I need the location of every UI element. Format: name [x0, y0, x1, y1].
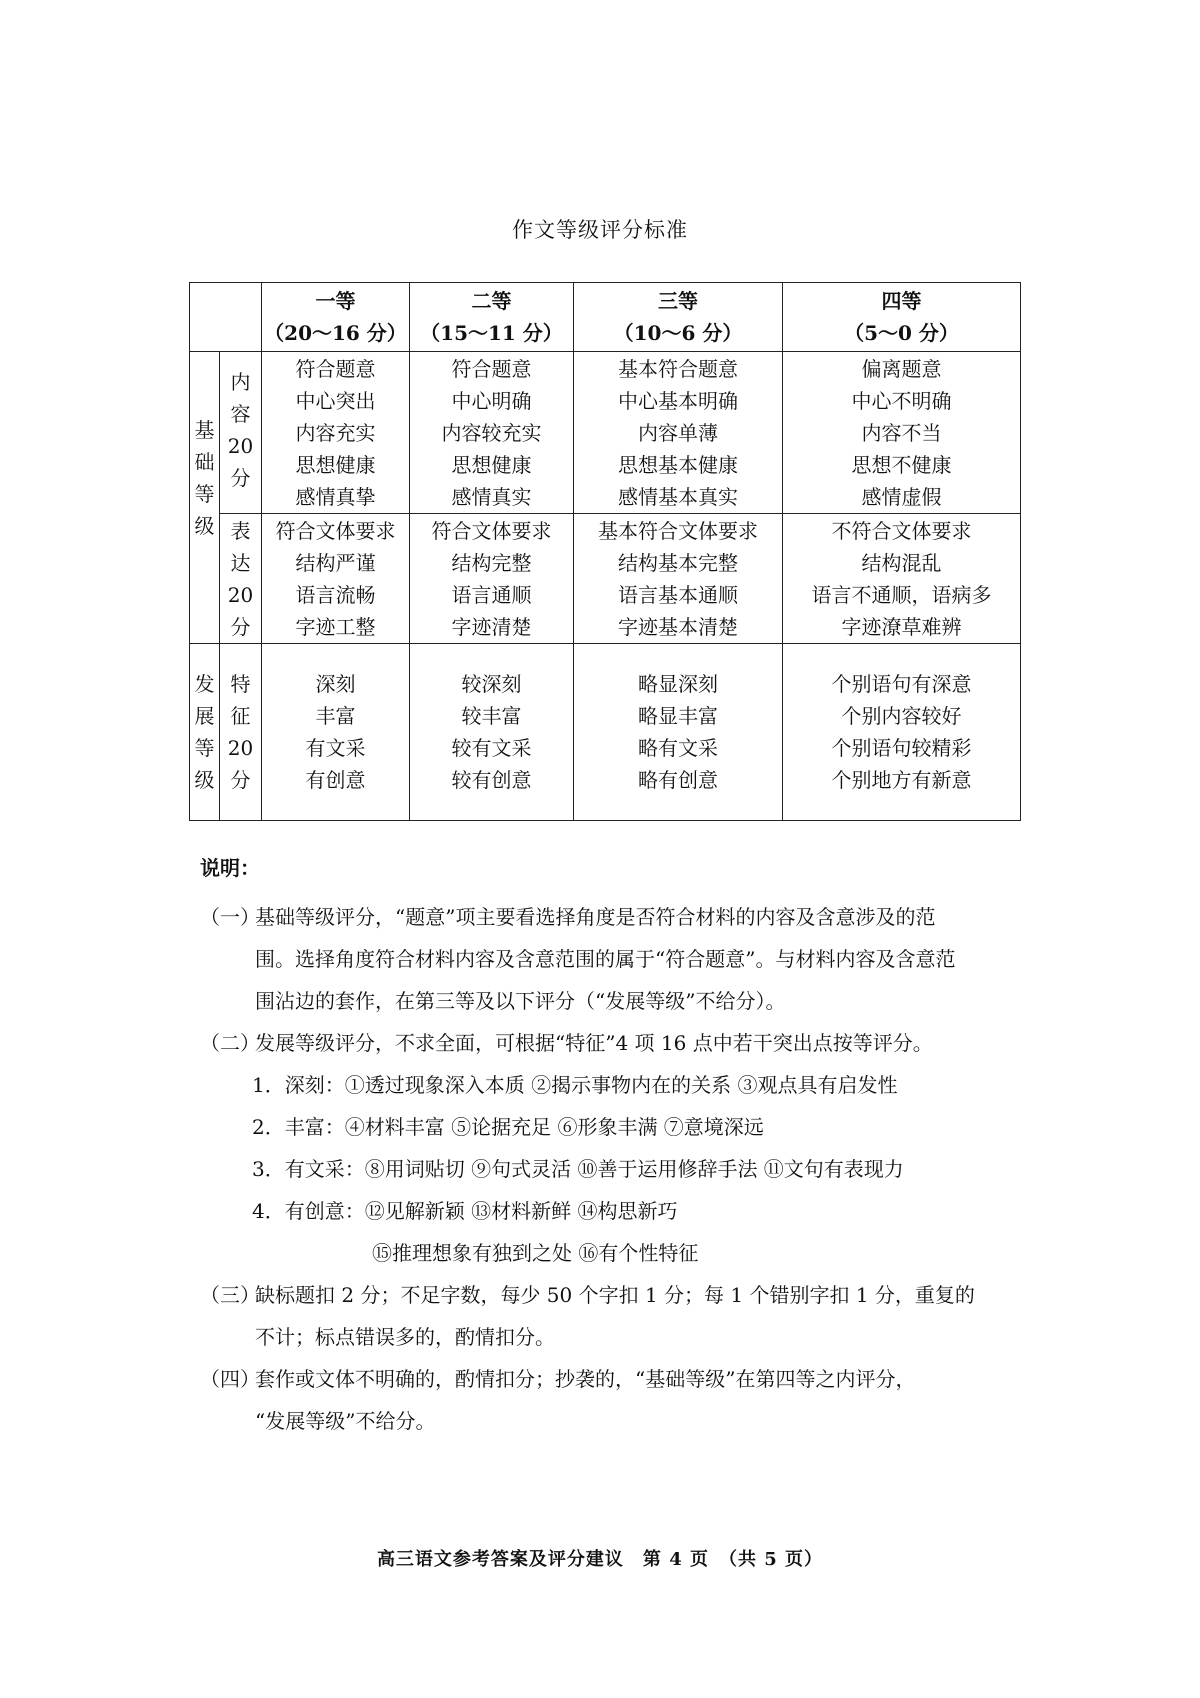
note-4 — [200, 1358, 1020, 1442]
feature-grade-1: 深刻 丰富 有文采 有创意 — [262, 644, 410, 821]
content-grade-3: 基本符合题意 中心基本明确 内容单薄 思想基本健康 感情基本真实 — [574, 352, 783, 514]
note-2-item-4-continued: ⑮推理想象有独到之处 ⑯有个性特征 — [372, 1241, 699, 1265]
note-3 — [200, 1274, 1020, 1358]
header-grade-2: 二等 （15～11 分） — [410, 283, 574, 352]
note-2-item-3: 3．有文采：⑧用词贴切 ⑨句式灵活 ⑩善于运用修辞手法 ⑪文句有表现力 — [252, 1157, 904, 1181]
note-1-line-3: 围沾边的套作，在第三等及以下评分（“发展等级”不给分）。 — [255, 989, 786, 1013]
expression-grade-1: 符合文体要求 结构严谨 语言流畅 字迹工整 — [262, 514, 410, 644]
note-2-item-4: 4．有创意：⑫见解新颖 ⑬材料新鲜 ⑭构思新巧 — [252, 1199, 678, 1223]
page-footer: 高三语文参考答案及评分建议 第 4 页 （共 5 页） — [376, 1549, 824, 1570]
expression-grade-2: 符合文体要求 结构完整 语言通顺 字迹清楚 — [410, 514, 574, 644]
note-1 — [200, 896, 1020, 1022]
note-4-marker: （四） — [200, 1367, 260, 1391]
note-2-item-1: 1．深刻：①透过现象深入本质 ②揭示事物内在的关系 ③观点具有启发性 — [252, 1073, 898, 1097]
basic-level-label: 基 础 等 级 — [190, 352, 220, 644]
note-3-marker: （三） — [200, 1283, 260, 1307]
note-1-line-1: 基础等级评分，“题意”项主要看选择角度是否符合材料的内容及含意涉及的范 — [255, 905, 936, 929]
note-4-line-1: 套作或文体不明确的，酌情扣分；抄袭的，“基础等级”在第四等之内评分， — [255, 1367, 916, 1391]
expression-label: 表 达 20 分 — [220, 514, 262, 644]
grading-standard-table — [189, 282, 1021, 821]
feature-grade-2: 较深刻 较丰富 较有文采 较有创意 — [410, 644, 574, 821]
content-grade-4: 偏离题意 中心不明确 内容不当 思想不健康 感情虚假 — [783, 352, 1021, 514]
header-corner-cell — [190, 283, 262, 352]
content-grade-2: 符合题意 中心明确 内容较充实 思想健康 感情真实 — [410, 352, 574, 514]
note-2-marker: （二） — [200, 1031, 260, 1055]
header-grade-4: 四等 （5～0 分） — [783, 283, 1021, 352]
note-2-text: 发展等级评分，不求全面，可根据“特征”4 项 16 点中若干突出点按等评分。 — [255, 1031, 933, 1055]
note-3-line-1: 缺标题扣 2 分；不足字数，每少 50 个字扣 1 分；每 1 个错别字扣 1 分，重复的 — [255, 1283, 975, 1307]
expression-grade-4: 不符合文体要求 结构混乱 语言不通顺，语病多 字迹潦草难辨 — [783, 514, 1021, 644]
notes-section — [200, 852, 1020, 1442]
feature-label: 特 征 20 分 — [220, 644, 262, 821]
note-4-line-2: “发展等级”不给分。 — [255, 1409, 436, 1433]
development-level-label: 发 展 等 级 — [190, 644, 220, 821]
note-1-marker: （一） — [200, 905, 260, 929]
expression-row — [190, 514, 1021, 644]
note-2 — [200, 1022, 1020, 1064]
note-2-item-2: 2．丰富：④材料丰富 ⑤论据充足 ⑥形象丰满 ⑦意境深远 — [252, 1115, 764, 1139]
document-title: 作文等级评分标准 — [512, 218, 688, 242]
header-grade-3: 三等 （10～6 分） — [574, 283, 783, 352]
feature-row — [190, 644, 1021, 821]
content-grade-1: 符合题意 中心突出 内容充实 思想健康 感情真挚 — [262, 352, 410, 514]
feature-grade-4: 个别语句有深意 个别内容较好 个别语句较精彩 个别地方有新意 — [783, 644, 1021, 821]
table-header-row — [190, 283, 1021, 352]
note-3-line-2: 不计；标点错误多的，酌情扣分。 — [255, 1325, 555, 1349]
expression-grade-3: 基本符合文体要求 结构基本完整 语言基本通顺 字迹基本清楚 — [574, 514, 783, 644]
notes-heading: 说明： — [200, 856, 260, 880]
content-row — [190, 352, 1021, 514]
feature-grade-3: 略显深刻 略显丰富 略有文采 略有创意 — [574, 644, 783, 821]
content-label: 内 容 20 分 — [220, 352, 262, 514]
note-1-line-2: 围。选择角度符合材料内容及含意范围的属于“符合题意”。与材料内容及含意范 — [255, 947, 956, 971]
header-grade-1: 一等 （20～16 分） — [262, 283, 410, 352]
